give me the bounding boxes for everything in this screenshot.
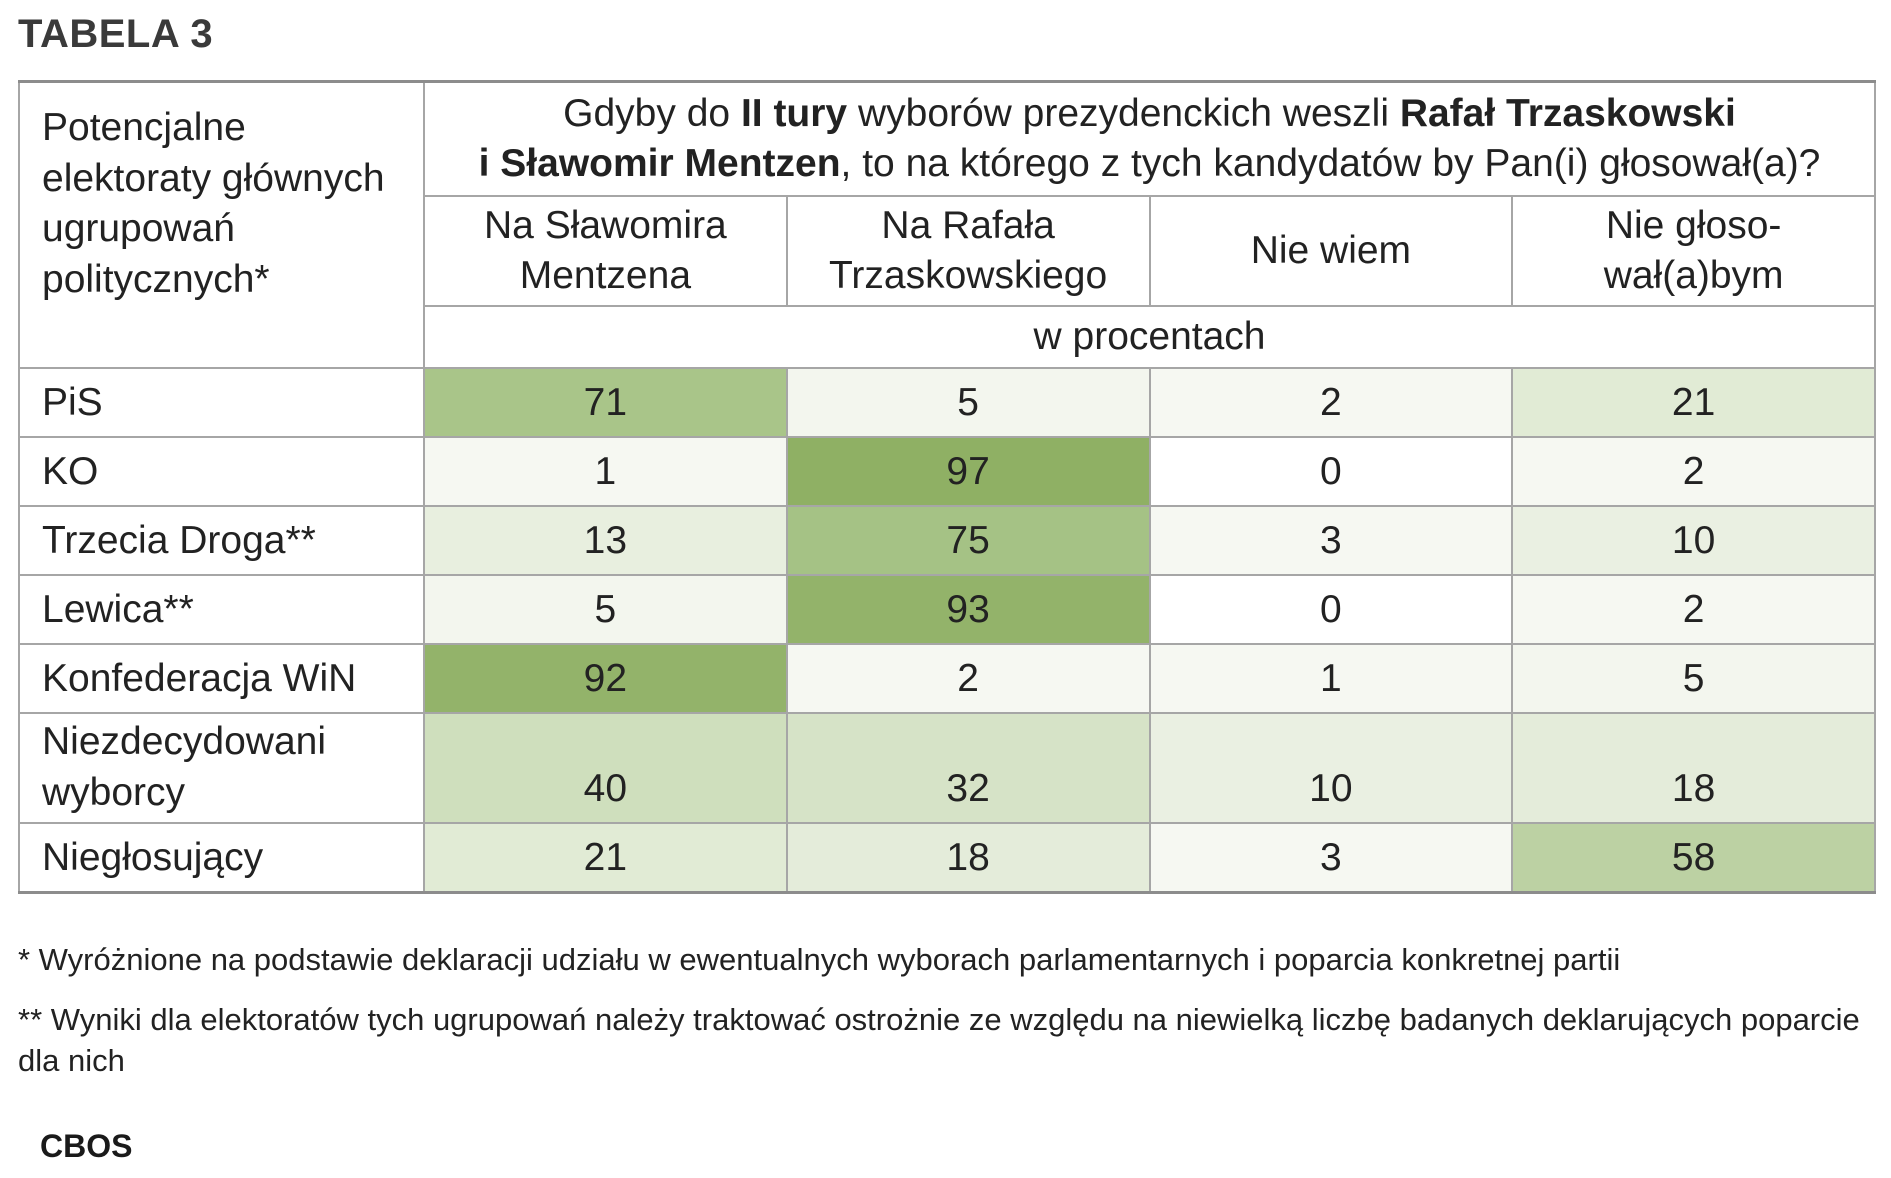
table-row (19, 506, 1875, 575)
row-label: Lewica** (19, 575, 424, 644)
table-cell: 10 (1150, 713, 1513, 823)
row-label: PiS (19, 368, 424, 437)
table-cell: 92 (424, 644, 787, 713)
table-cell: 0 (1150, 575, 1513, 644)
column-header-nie-glosowalbym: Nie głoso- wał(a)bym (1512, 196, 1875, 306)
row-label: Niezdecydowani wyborcy (19, 713, 424, 823)
column-header-nie-wiem: Nie wiem (1150, 196, 1513, 306)
table-row (19, 575, 1875, 644)
stub-header: Potencjalne elektoraty głównych ugrupowań politycznych* (19, 82, 424, 369)
table-cell: 18 (1512, 713, 1875, 823)
table-cell: 10 (1512, 506, 1875, 575)
unit-label: w procentach (424, 306, 1875, 368)
table-cell: 18 (787, 823, 1150, 893)
table-cell: 97 (787, 437, 1150, 506)
table-row (19, 713, 1875, 823)
table-cell: 21 (424, 823, 787, 893)
table-cell: 58 (1512, 823, 1875, 893)
table-cell: 40 (424, 713, 787, 823)
survey-table (18, 80, 1876, 894)
table-cell: 93 (787, 575, 1150, 644)
table-cell: 2 (1512, 437, 1875, 506)
table-cell: 3 (1150, 823, 1513, 893)
column-header-mentzen: Na Sławomira Mentzena (424, 196, 787, 306)
table-cell: 75 (787, 506, 1150, 575)
table-cell: 3 (1150, 506, 1513, 575)
table-cell: 0 (1150, 437, 1513, 506)
table-row (19, 644, 1875, 713)
table-cell: 21 (1512, 368, 1875, 437)
source-logo: CBOS (40, 1128, 133, 1164)
table-title: TABELA 3 (18, 12, 214, 56)
row-label: Trzecia Droga** (19, 506, 424, 575)
row-label: Konfederacja WiN (19, 644, 424, 713)
row-label: KO (19, 437, 424, 506)
table-cell: 1 (1150, 644, 1513, 713)
table-cell: 5 (787, 368, 1150, 437)
question-header: Gdyby do II tury wyborów prezydenckich weszli Rafał Trzaskowski i Sławomir Mentzen, to na którego z tych kandydatów by Pan(i) głosował(a)? (424, 82, 1875, 197)
table-cell: 71 (424, 368, 787, 437)
footnote-2: ** Wyniki dla elektoratów tych ugrupowań należy traktować ostrożnie ze względu na niewielką liczbę badanych deklarujących poparcie dla nich (18, 1002, 1860, 1078)
table-cell: 2 (1512, 575, 1875, 644)
table-cell: 1 (424, 437, 787, 506)
table-cell: 5 (1512, 644, 1875, 713)
table-cell: 5 (424, 575, 787, 644)
table-cell: 2 (1150, 368, 1513, 437)
footnote-1: * Wyróżnione na podstawie deklaracji udziału w ewentualnych wyborach parlamentarnych i poparcia konkretnej partii (18, 942, 1621, 977)
table-cell: 2 (787, 644, 1150, 713)
table-cell: 32 (787, 713, 1150, 823)
row-label: Niegłosujący (19, 823, 424, 893)
column-header-trzaskowski: Na Rafała Trzaskowskiego (787, 196, 1150, 306)
table-row (19, 437, 1875, 506)
table-row (19, 368, 1875, 437)
table-cell: 13 (424, 506, 787, 575)
table-row (19, 823, 1875, 893)
header-row-question (19, 82, 1875, 197)
